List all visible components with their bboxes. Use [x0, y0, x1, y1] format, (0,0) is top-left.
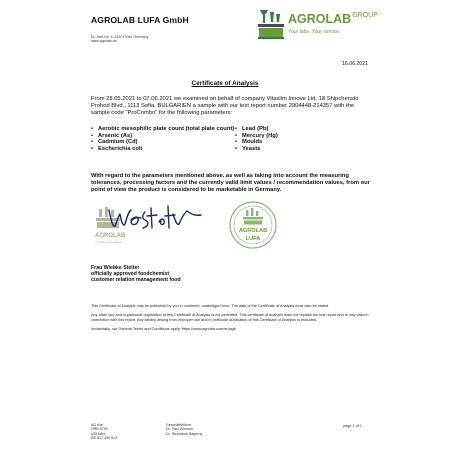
stamp-left-subtext: Your labs. Your service. — [95, 241, 123, 244]
stamp-right-bottom-text: LUFA — [245, 236, 261, 242]
parameter-item: • Escherichia coli — [91, 146, 241, 153]
footer-line: USt-IdNr. — [91, 431, 106, 436]
legal-notes — [91, 304, 375, 336]
footer-registration — [91, 423, 117, 441]
signer-title: officially approved foodchemist — [91, 271, 170, 278]
parameter-item: • Aerobic mesophilic plate count (total plate count) — [91, 126, 241, 133]
signature-area — [91, 198, 301, 256]
parameter-item: • Lead (Pb) — [235, 126, 365, 133]
stamp-left-text: AGROLAB — [95, 233, 126, 239]
conclusion-paragraph: With regard to the parameters mentioned above, as well as taking into account the measuring tolerances, processing factors and the currently valid limit values / recommendation values, from our point of view the product is considered to be marketable in Germany. — [91, 173, 370, 193]
footer-line: Dr. Paul Wimmer — [166, 427, 194, 432]
signer-department: customer relation management food — [91, 277, 181, 284]
note-paragraph: Any other use and in particular duplication of this Certificate of Analysis is not permitted. This certificate of analysis does not replace the test report and is only valid in connection with this report. Any liability arising from improper use and in particular duplication of this Certificate of Analysis is excluded. — [91, 312, 369, 322]
signer-name: Frau Wiebke Stelter — [91, 265, 140, 271]
parameter-item: • Moulds — [235, 139, 365, 146]
stamp-right-top-text: AGROLAB — [238, 228, 268, 234]
company-address — [91, 35, 148, 44]
footer-line: AG Kiel — [91, 423, 104, 427]
intro-paragraph: From 28.05.2021 to 07.06.2021 we examined on behalf of company Vitaslim Innove Ltd, 18 Shipchenski Prohod Blvd., 1113 Sofia, BULGARIEN a sample with our test report number 2904448-214357 with the sample code "ProCombo" for the following parameters: — [91, 96, 359, 116]
agrolab-logo — [256, 6, 376, 44]
page-number: page 1 of 1 — [343, 424, 363, 428]
footer-management — [166, 423, 202, 436]
address-line: Dr.-Hell-Str. 6, 24107 Kiel, Germany — [91, 35, 149, 39]
note-paragraph: Incidentally, our General Terms and Conditions apply: https://www.agrolab.com/en/agb — [91, 326, 236, 331]
parameter-column-right — [235, 126, 365, 153]
note-paragraph: This Certificate of Analysis may be published by you in unaltered, unabridged form. The date of the Certificate of Analysis must also be stated. — [91, 304, 330, 308]
parameter-column-left — [91, 126, 241, 153]
footer-line: Geschäftsführer — [166, 423, 192, 427]
parameter-item: • Yeasts — [235, 146, 365, 153]
logo-group-text: GROUP — [352, 12, 378, 19]
logo-tagline: Your labs. Your service. — [288, 29, 341, 35]
lab-equipment-icon — [256, 8, 286, 42]
document-title: Certificate of Analysis — [191, 80, 259, 87]
parameter-item: • Mercury (Hg) — [235, 133, 365, 140]
footer-line: Dr. Stephanie Nagorny — [166, 431, 203, 436]
signer-block — [91, 265, 181, 283]
website-line: www.agrolab.de — [91, 39, 117, 44]
document-date: 16.06.2021 — [342, 61, 368, 67]
logo-wordmark: AGROLAB — [288, 12, 352, 26]
parameter-item: • Arsenic (As) — [91, 133, 241, 140]
footer-line: HRB 5769 — [91, 427, 108, 432]
handwritten-signature — [105, 202, 205, 234]
parameter-item: • Cadmium (Cd) — [91, 139, 241, 146]
footer-line: DE 812 359 514 — [91, 436, 117, 441]
company-name: AGROLAB LUFA GmbH — [91, 15, 189, 25]
company-stamp-round — [226, 198, 280, 252]
